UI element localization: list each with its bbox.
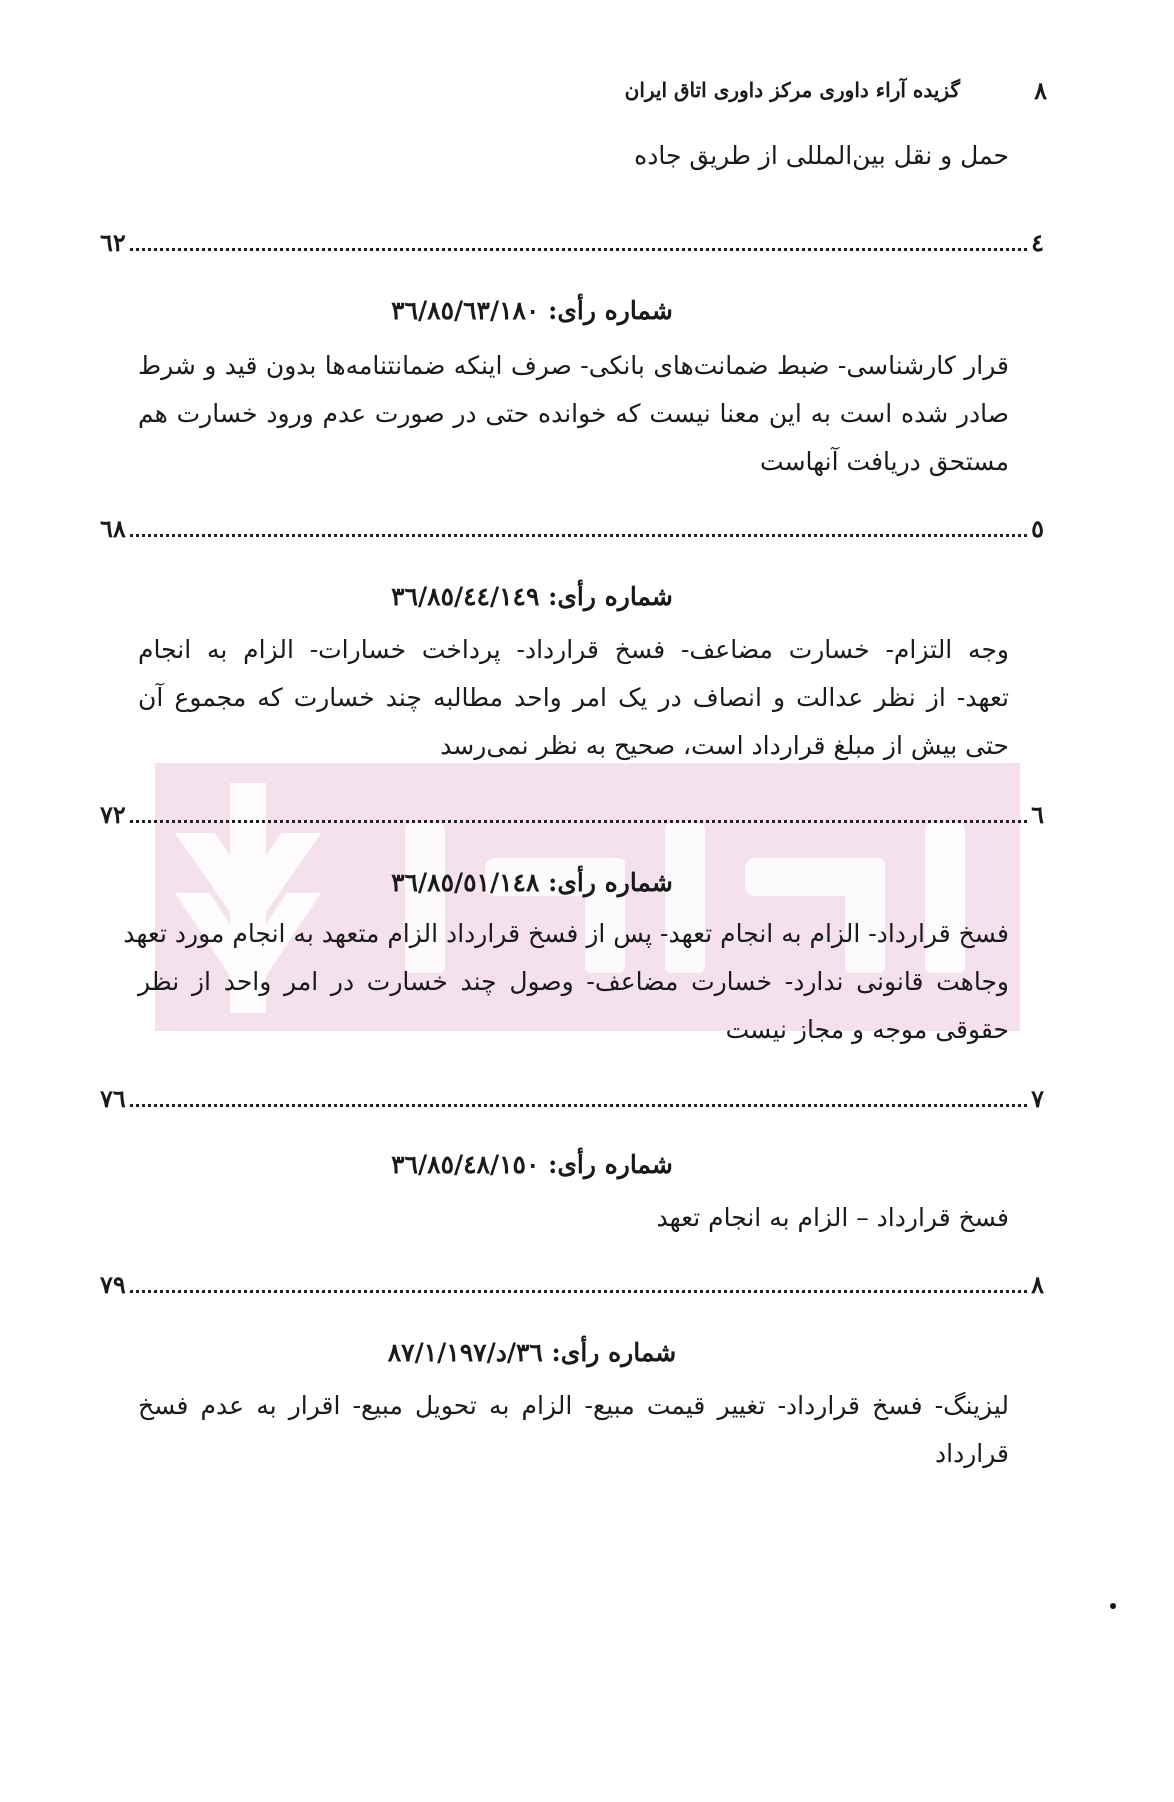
- toc-page-number: ٧٦: [100, 1084, 126, 1113]
- entry-text-line: فسخ قرارداد – الزام به انجام تعهد: [656, 1203, 1009, 1232]
- toc-leader-dots: [130, 1104, 1027, 1107]
- toc-leader-dots: [130, 1290, 1027, 1293]
- entry-text-line: وجه التزام- خسارت مضاعف- فسخ قرارداد- پرداخت خسارات- الزام به انجام: [138, 635, 1009, 664]
- toc-page-number: ٧٩: [100, 1270, 126, 1299]
- entry-text-line: لیزینگ- فسخ قرارداد- تغییر قیمت مبیع- الزام به تحویل مبیع- اقرار به عدم فسخ: [138, 1391, 1009, 1420]
- entry-text-line: وجاهت قانونی ندارد- خسارت مضاعف- وصول چند خسارت در امر واحد از نظر: [138, 967, 1009, 996]
- entry-text-line: حقوقی موجه و مجاز نیست: [725, 1015, 1009, 1044]
- toc-index: ٦: [1031, 800, 1044, 829]
- toc-index: ٨: [1031, 1270, 1044, 1299]
- decision-number: ٣٦/٨٥/٤٨/١٥٠: [391, 1150, 540, 1179]
- entry-text-line: تعهد- از نظر عدالت و انصاف در یک امر واحد مطالبه چند خسارت که مجموع آن: [138, 683, 1009, 712]
- toc-entry[interactable]: [100, 796, 1044, 828]
- toc-entry[interactable]: [100, 510, 1044, 542]
- toc-page-number: ٧٢: [100, 800, 126, 829]
- toc-index: ٤: [1031, 228, 1044, 257]
- toc-entry[interactable]: [100, 1080, 1044, 1112]
- decision-label: شماره رأی:: [548, 868, 673, 897]
- entry-text-line: قرارداد: [935, 1439, 1009, 1468]
- entry-text-line: فسخ قرارداد- الزام به انجام تعهد- پس از فسخ قرارداد الزام متعهد به انجام مورد تعهد: [123, 919, 1009, 948]
- toc-index: ٥: [1031, 514, 1044, 543]
- decision-number: ٣٦/د/٨٧/١/١٩٧: [387, 1338, 543, 1367]
- toc-page-number: ٦٢: [100, 228, 126, 257]
- entry-text-line: قرار کارشناسی- ضبط ضمانت‌های بانکی- صرف اینکه ضمانتنامه‌ها بدون قید و شرط: [138, 351, 1010, 380]
- decision-number: ٣٦/٨٥/٥١/١٤٨: [391, 868, 540, 897]
- decision-heading: [0, 296, 1174, 325]
- decision-number: ٣٦/٨٥/٦٣/١٨٠: [391, 296, 540, 325]
- decision-label: شماره رأی:: [548, 582, 673, 611]
- entry-text-line: حتی بیش از مبلغ قرارداد است، صحیح به نظر نمی‌رسد: [440, 731, 1009, 760]
- entry-text-line: صادر شده است به این معنا نیست که خوانده حتی در صورت عدم ورود خسارت هم: [138, 399, 1009, 428]
- decision-heading: [0, 868, 1174, 897]
- decision-label: شماره رأی:: [548, 296, 673, 325]
- toc-leader-dots: [130, 248, 1027, 251]
- toc-page-number: ٦٨: [100, 514, 126, 543]
- toc-entry[interactable]: [100, 1266, 1044, 1298]
- toc-index: ٧: [1031, 1084, 1044, 1113]
- decision-number: ٣٦/٨٥/٤٤/١٤٩: [391, 582, 540, 611]
- decision-heading: [0, 1338, 1174, 1367]
- decision-label: شماره رأی:: [551, 1338, 677, 1367]
- decision-label: شماره رأی:: [548, 1150, 673, 1179]
- book-title: گزیده آراء داوری مرکز داوری اتاق ایران: [624, 78, 960, 102]
- toc-entry[interactable]: [100, 224, 1044, 256]
- toc-leader-dots: [130, 534, 1027, 537]
- intro-line: حمل و نقل بین‌المللی از طریق جاده: [634, 141, 1009, 170]
- decision-heading: [0, 1150, 1174, 1179]
- entry-text-line: مستحق دریافت آنهاست: [760, 447, 1009, 476]
- toc-leader-dots: [130, 820, 1027, 823]
- page-number: ۸: [1034, 76, 1047, 105]
- stray-dot: [1110, 1603, 1116, 1609]
- decision-heading: [0, 582, 1174, 611]
